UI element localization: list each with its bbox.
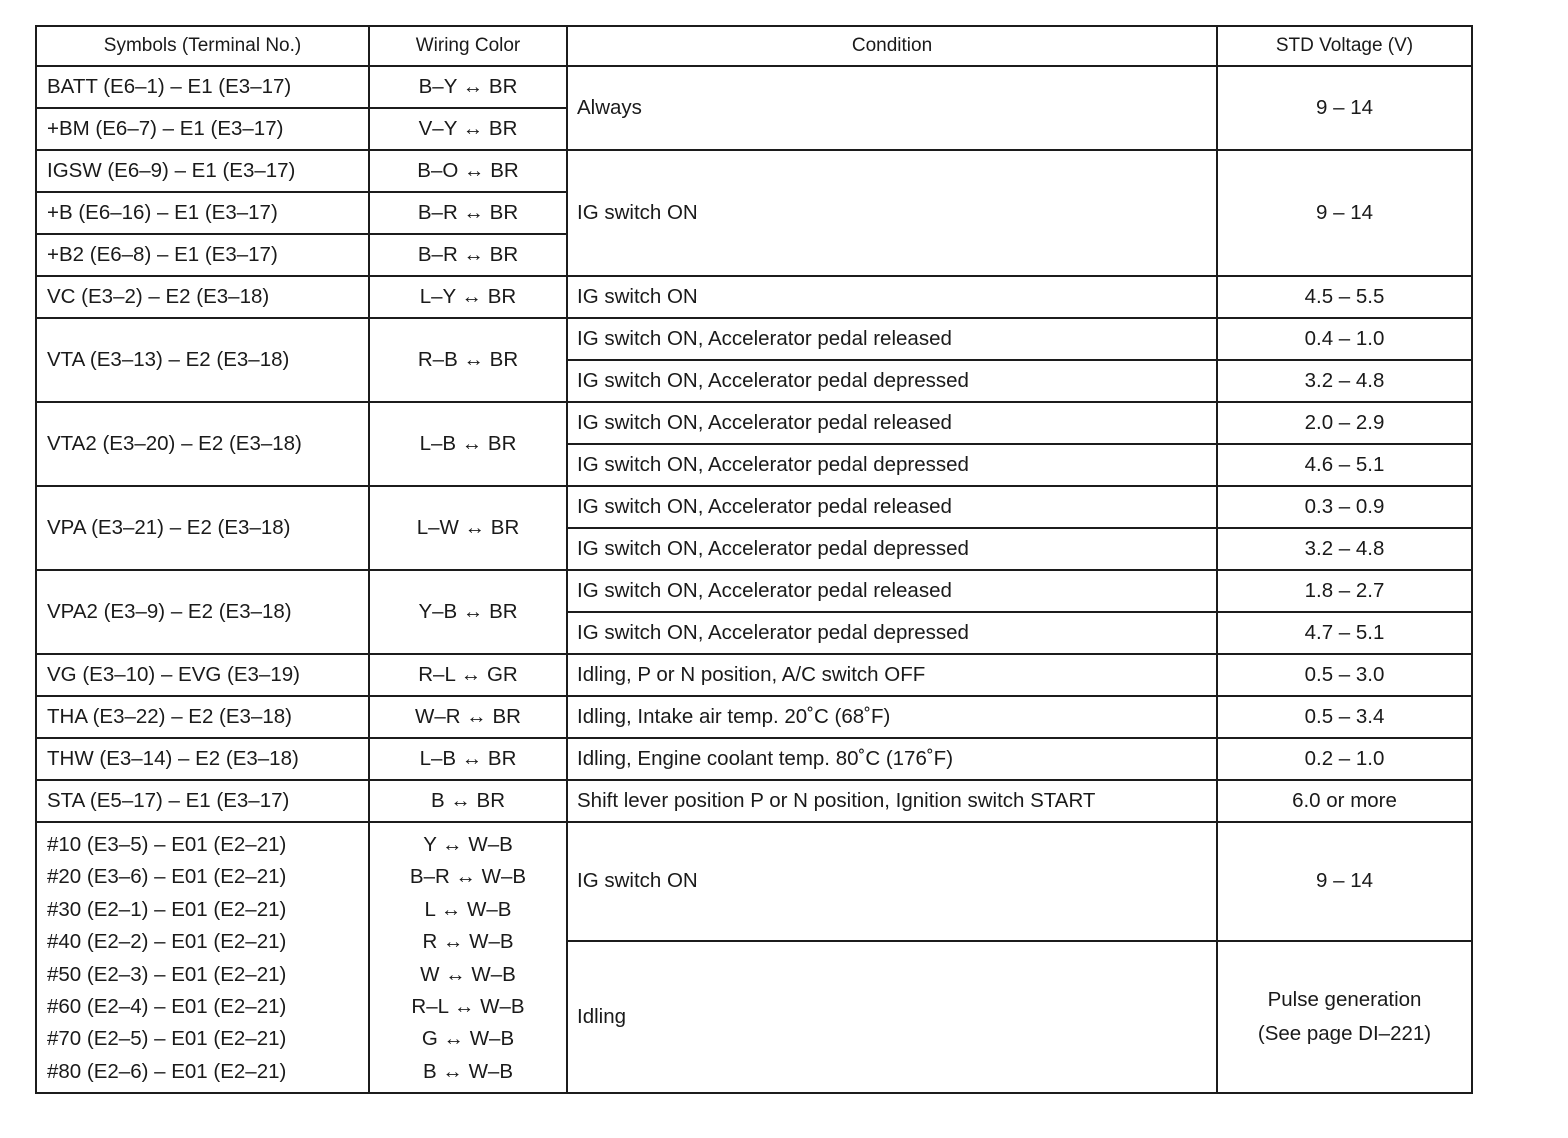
voltage-cell: 4.6 – 5.1 xyxy=(1217,444,1472,486)
injector-wiring-cell xyxy=(369,822,567,1093)
table-row xyxy=(36,570,1472,612)
wiring-cell: R–L ↔ GR xyxy=(369,654,567,696)
voltage-cell: 9 – 14 xyxy=(1217,822,1472,941)
symbol-line: #20 (E3–6) – E01 (E2–21) xyxy=(47,865,287,889)
table-row xyxy=(36,822,1472,941)
wiring-cell: L–W ↔ BR xyxy=(369,486,567,570)
symbol-cell: +BM (E6–7) – E1 (E3–17) xyxy=(36,108,369,150)
symbol-line: #50 (E2–3) – E01 (E2–21) xyxy=(47,962,287,986)
symbol-cell: VG (E3–10) – EVG (E3–19) xyxy=(36,654,369,696)
symbol-line: #80 (E2–6) – E01 (E2–21) xyxy=(47,1059,287,1083)
condition-cell: IG switch ON, Accelerator pedal depressed xyxy=(567,444,1217,486)
condition-cell: IG switch ON xyxy=(567,150,1217,276)
table-row xyxy=(36,150,1472,192)
symbol-cell: +B2 (E6–8) – E1 (E3–17) xyxy=(36,234,369,276)
condition-cell: IG switch ON xyxy=(567,276,1217,318)
table-row xyxy=(36,318,1472,360)
symbol-line: #70 (E2–5) – E01 (E2–21) xyxy=(47,1027,287,1051)
terminal-voltage-table xyxy=(35,25,1473,1094)
wiring-cell: Y–B ↔ BR xyxy=(369,570,567,654)
table-row xyxy=(36,276,1472,318)
voltage-cell: 6.0 or more xyxy=(1217,780,1472,822)
wiring-cell: R–B ↔ BR xyxy=(369,318,567,402)
symbol-line: #10 (E3–5) – E01 (E2–21) xyxy=(47,833,287,856)
symbol-cell: VPA2 (E3–9) – E2 (E3–18) xyxy=(36,570,369,654)
voltage-cell: 9 – 14 xyxy=(1217,150,1472,276)
condition-cell: IG switch ON, Accelerator pedal released xyxy=(567,402,1217,444)
wiring-line: L ↔ W–B xyxy=(424,897,512,921)
condition-cell: Shift lever position P or N position, Ignition switch START xyxy=(567,780,1217,822)
condition-cell: IG switch ON xyxy=(567,822,1217,941)
header-wiring-color: Wiring Color xyxy=(369,26,567,66)
table-row xyxy=(36,486,1472,528)
wiring-line: B–R ↔ W–B xyxy=(409,865,527,889)
symbol-line: #60 (E2–4) – E01 (E2–21) xyxy=(47,994,287,1018)
wiring-cell: V–Y ↔ BR xyxy=(369,108,567,150)
wiring-line: B ↔ W–B xyxy=(423,1059,513,1083)
voltage-cell: 1.8 – 2.7 xyxy=(1217,570,1472,612)
voltage-cell: 0.3 – 0.9 xyxy=(1217,486,1472,528)
voltage-cell: 4.7 – 5.1 xyxy=(1217,612,1472,654)
header-condition: Condition xyxy=(567,26,1217,66)
wiring-cell: L–Y ↔ BR xyxy=(369,276,567,318)
voltage-cell: 9 – 14 xyxy=(1217,66,1472,150)
condition-cell: IG switch ON, Accelerator pedal released xyxy=(567,318,1217,360)
condition-cell: IG switch ON, Accelerator pedal depressed xyxy=(567,612,1217,654)
voltage-cell: 0.5 – 3.0 xyxy=(1217,654,1472,696)
symbol-cell: VC (E3–2) – E2 (E3–18) xyxy=(36,276,369,318)
symbol-cell: BATT (E6–1) – E1 (E3–17) xyxy=(36,66,369,108)
condition-cell: Idling xyxy=(567,941,1217,1093)
voltage-cell: 0.5 – 3.4 xyxy=(1217,696,1472,738)
injector-symbols-cell xyxy=(36,822,369,1093)
voltage-cell: 0.2 – 1.0 xyxy=(1217,738,1472,780)
symbol-cell: +B (E6–16) – E1 (E3–17) xyxy=(36,192,369,234)
wiring-cell: B–R ↔ BR xyxy=(369,192,567,234)
table-row xyxy=(36,654,1472,696)
table-row xyxy=(36,738,1472,780)
symbol-cell: STA (E5–17) – E1 (E3–17) xyxy=(36,780,369,822)
wiring-line: W ↔ W–B xyxy=(420,962,516,986)
condition-cell: IG switch ON, Accelerator pedal released xyxy=(567,570,1217,612)
table-row xyxy=(36,402,1472,444)
wiring-cell: B ↔ BR xyxy=(369,780,567,822)
symbol-cell: THW (E3–14) – E2 (E3–18) xyxy=(36,738,369,780)
voltage-cell: 2.0 – 2.9 xyxy=(1217,402,1472,444)
header-row xyxy=(36,26,1472,66)
wiring-line: G ↔ W–B xyxy=(421,1027,515,1051)
header-symbols: Symbols (Terminal No.) xyxy=(36,26,369,66)
wiring-cell: L–B ↔ BR xyxy=(369,738,567,780)
wiring-line: Y ↔ W–B xyxy=(423,833,513,856)
symbol-cell: VTA (E3–13) – E2 (E3–18) xyxy=(36,318,369,402)
condition-cell: Idling, P or N position, A/C switch OFF xyxy=(567,654,1217,696)
voltage-cell: 3.2 – 4.8 xyxy=(1217,528,1472,570)
voltage-cell: 3.2 – 4.8 xyxy=(1217,360,1472,402)
voltage-cell: 0.4 – 1.0 xyxy=(1217,318,1472,360)
symbol-line: #30 (E2–1) – E01 (E2–21) xyxy=(47,897,287,921)
table-row xyxy=(36,66,1472,108)
wiring-cell: B–Y ↔ BR xyxy=(369,66,567,108)
wiring-cell: W–R ↔ BR xyxy=(369,696,567,738)
condition-cell: Idling, Engine coolant temp. 80˚C (176˚F) xyxy=(567,738,1217,780)
table-row xyxy=(36,696,1472,738)
voltage-line: Pulse generation xyxy=(1267,987,1422,1011)
wiring-cell: B–R ↔ BR xyxy=(369,234,567,276)
condition-cell: IG switch ON, Accelerator pedal depressed xyxy=(567,360,1217,402)
voltage-line: (See page DI–221) xyxy=(1257,1021,1432,1045)
voltage-cell: 4.5 – 5.5 xyxy=(1217,276,1472,318)
voltage-cell xyxy=(1217,941,1472,1093)
wiring-line: R–L ↔ W–B xyxy=(411,994,525,1018)
wiring-cell: L–B ↔ BR xyxy=(369,402,567,486)
wiring-cell: B–O ↔ BR xyxy=(369,150,567,192)
header-std-voltage: STD Voltage (V) xyxy=(1217,26,1472,66)
symbol-cell: THA (E3–22) – E2 (E3–18) xyxy=(36,696,369,738)
symbol-cell: IGSW (E6–9) – E1 (E3–17) xyxy=(36,150,369,192)
symbol-cell: VTA2 (E3–20) – E2 (E3–18) xyxy=(36,402,369,486)
wiring-line: R ↔ W–B xyxy=(422,930,514,954)
symbol-line: #40 (E2–2) – E01 (E2–21) xyxy=(47,930,287,954)
condition-cell: Idling, Intake air temp. 20˚C (68˚F) xyxy=(567,696,1217,738)
condition-cell: Always xyxy=(567,66,1217,150)
condition-cell: IG switch ON, Accelerator pedal depressed xyxy=(567,528,1217,570)
condition-cell: IG switch ON, Accelerator pedal released xyxy=(567,486,1217,528)
symbol-cell: VPA (E3–21) – E2 (E3–18) xyxy=(36,486,369,570)
table-row xyxy=(36,780,1472,822)
